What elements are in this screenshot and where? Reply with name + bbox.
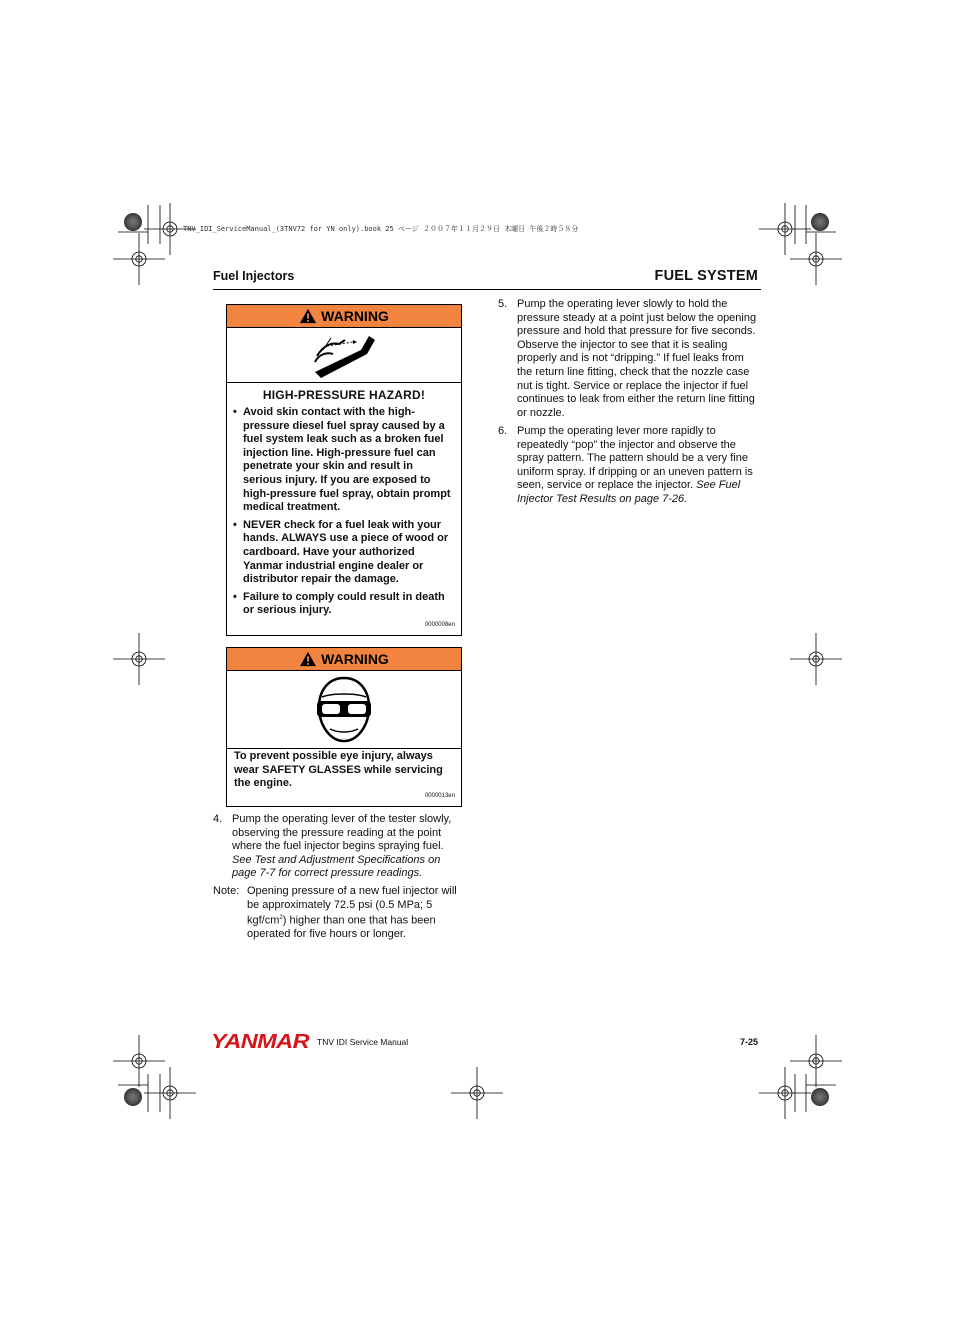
hazard-bullet: • Failure to comply could result in death or serious injury. bbox=[233, 591, 453, 618]
eye-warning-text: To prevent possible eye injury, always wear SAFETY GLASSES while servicing the engine. bbox=[234, 750, 443, 790]
step-4 bbox=[213, 813, 463, 883]
warning-triangle-icon bbox=[299, 308, 317, 324]
warning-label: WARNING bbox=[321, 651, 389, 667]
warning-triangle-icon bbox=[299, 651, 317, 667]
step-reference-link[interactable]: See Test and Adjustment Specifications on page 7-7 for correct pressure readings. bbox=[232, 853, 441, 880]
step-5 bbox=[498, 298, 760, 422]
section-title: Fuel Injectors bbox=[213, 269, 295, 283]
high-pressure-spray-icon bbox=[227, 328, 461, 383]
print-info-line: TNV_IDI_ServiceManual_(3TNV72 for YN only).book 25 ページ ２００７年１１月２９日 木曜日 午後２時５８分 bbox=[183, 225, 579, 233]
step-number: 4. bbox=[213, 813, 223, 825]
safety-glasses-icon bbox=[227, 671, 461, 749]
step-text: Pump the operating lever of the tester slowly, observing the pressure reading at the point where the fuel injector begins spraying fuel. bbox=[232, 813, 452, 853]
step-number: 6. bbox=[498, 425, 508, 437]
warning-code: 0000013en bbox=[424, 792, 455, 799]
note-superscript: 2 bbox=[279, 915, 283, 922]
step-6 bbox=[498, 425, 760, 509]
warning-box-high-pressure bbox=[226, 304, 462, 636]
warning-box-eye-protection bbox=[226, 647, 462, 807]
warning-header bbox=[227, 648, 461, 671]
hazard-bullet-list bbox=[227, 406, 461, 618]
note-text-part2: ) higher than one that has been operated for five hours or longer. bbox=[247, 914, 436, 941]
footer-manual-title: TNV IDI Service Manual bbox=[317, 1037, 409, 1047]
hazard-bullet: • Avoid skin contact with the high-pressure diesel fuel spray caused by a fuel system leak such as a broken fuel injection line. High-pressure fuel can penetrate your skin and result in serious injury. If you are exposed to high-pressure fuel spray, obtain prompt medical treatment. bbox=[233, 406, 453, 515]
chapter-title: FUEL SYSTEM bbox=[654, 268, 758, 284]
warning-label: WARNING bbox=[321, 308, 389, 324]
note-label: Note: bbox=[213, 885, 240, 897]
hazard-title: HIGH-PRESSURE HAZARD! bbox=[262, 388, 426, 402]
step-reference-link[interactable]: See Fuel Injector Test Results on page 7-26. bbox=[517, 479, 741, 505]
note-text-part1: Opening pressure of a new fuel injector will be approximately 72.5 psi (0.5 MPa; 5 kgf/cm bbox=[247, 885, 457, 927]
page-number: 7-25 bbox=[739, 1037, 758, 1047]
note bbox=[213, 885, 463, 945]
header-rule bbox=[213, 289, 761, 290]
yanmar-logo bbox=[211, 1031, 311, 1051]
step-text: Pump the operating lever slowly to hold the pressure steady at a point just below the opening pressure and hold that pressure for five seconds. Observe the injector to see that it is sealing properly and is not “dripping.” If fuel leaks from the return line fitting, check that the nozzle case nut is tight. Service or replace the injector if fuel continues to leak from either the return line fitting or nozzle. bbox=[517, 298, 757, 419]
hazard-bullet: • NEVER check for a fuel leak with your hands. ALWAYS use a piece of wood or cardboard. Have your authorized Yanmar industrial engine dealer or distributor repair the damage. bbox=[233, 519, 453, 587]
warning-header bbox=[227, 305, 461, 328]
brand-name: YANMAR bbox=[211, 1031, 311, 1051]
step-number: 5. bbox=[498, 298, 508, 310]
step-text: Pump the operating lever more rapidly to repeatedly “pop” the injector and observe the spray pattern. The pattern should be a very fine uniform spray. If dripping or an uneven pattern is seen, service or replace the injector. bbox=[517, 425, 753, 492]
warning-code: 0000008en bbox=[424, 621, 455, 628]
